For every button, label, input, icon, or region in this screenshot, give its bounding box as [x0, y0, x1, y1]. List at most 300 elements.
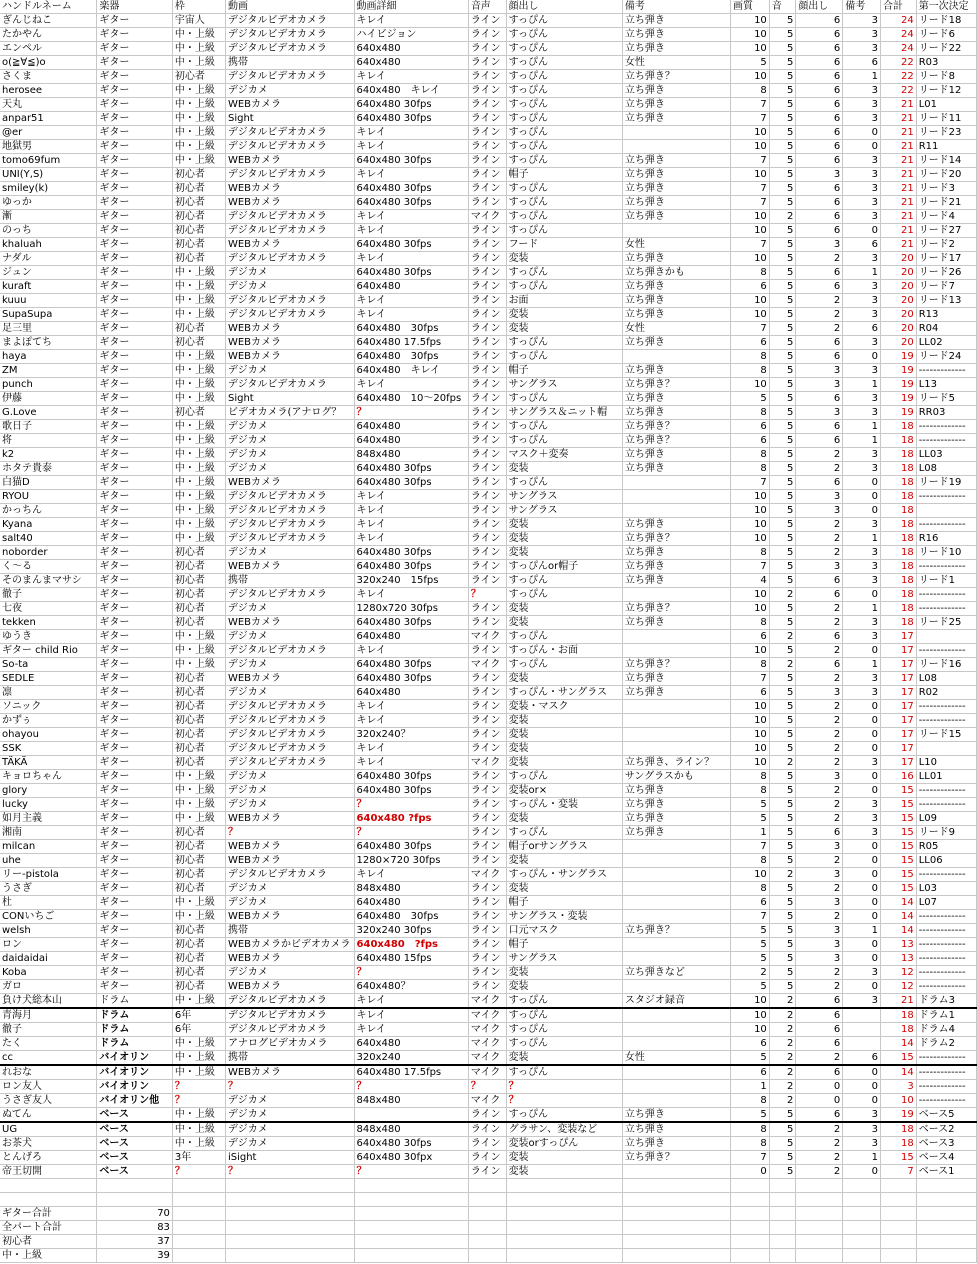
table-cell[interactable]: すっぴん [506, 266, 622, 280]
table-cell[interactable]: 6 [796, 630, 843, 644]
table-cell[interactable]: 初心者 [172, 938, 225, 952]
table-cell[interactable]: 5 [769, 700, 796, 714]
table-cell[interactable]: 21 [880, 224, 916, 238]
table-cell[interactable]: 立ち弾き？ [622, 1151, 730, 1165]
table-cell[interactable]: 3 [843, 994, 881, 1009]
table-cell[interactable]: 0 [843, 476, 881, 490]
table-cell[interactable]: 640x480 30fpx [354, 1151, 468, 1165]
table-cell[interactable]: 初心者 [172, 252, 225, 266]
table-cell[interactable]: ギター [97, 420, 173, 434]
table-cell[interactable]: リード5 [916, 392, 976, 406]
table-cell[interactable]: 携帯 [225, 574, 354, 588]
table-cell[interactable]: 3 [843, 14, 881, 28]
table-cell[interactable]: 立ち弾き [622, 182, 730, 196]
table-cell[interactable]: 中・上級 [172, 476, 225, 490]
table-cell[interactable]: すっぴん [506, 826, 622, 840]
table-cell[interactable]: サングラス・変装 [506, 910, 622, 924]
table-cell[interactable]: 帽子 [506, 896, 622, 910]
table-cell[interactable]: 3 [843, 196, 881, 210]
table-cell[interactable]: すっぴん [506, 280, 622, 294]
table-cell[interactable]: LL01 [916, 770, 976, 784]
table-cell[interactable]: ライン [468, 616, 506, 630]
summary-value[interactable]: 83 [97, 1221, 173, 1235]
table-cell[interactable]: @er [0, 126, 97, 140]
table-cell[interactable]: ギター [97, 294, 173, 308]
table-cell[interactable] [769, 1179, 796, 1193]
table-cell[interactable]: 640x480 [354, 686, 468, 700]
table-cell[interactable]: すっぴん [506, 588, 622, 602]
table-cell[interactable]: ギター [97, 924, 173, 938]
table-cell[interactable]: 5 [769, 1165, 796, 1179]
table-cell[interactable]: ロン友人 [0, 1080, 97, 1094]
table-cell[interactable]: 640x480 15fps [354, 952, 468, 966]
table-cell[interactable]: 5 [769, 672, 796, 686]
table-cell[interactable]: 10 [731, 42, 770, 56]
table-cell[interactable] [916, 1249, 976, 1263]
table-cell[interactable]: 中・上級 [172, 630, 225, 644]
table-cell[interactable]: デジカメ [225, 1108, 354, 1123]
table-cell[interactable]: 変装orすっぴん [506, 1137, 622, 1151]
table-cell[interactable]: 2 [796, 910, 843, 924]
table-cell[interactable]: すっぴん [506, 182, 622, 196]
table-cell[interactable]: デジタルビデオカメラ [225, 140, 354, 154]
table-cell[interactable]: 0 [843, 896, 881, 910]
table-cell[interactable]: マイク [468, 756, 506, 770]
table-cell[interactable] [916, 1235, 976, 1249]
table-cell[interactable]: 5 [769, 476, 796, 490]
table-cell[interactable]: 立ち弾き [622, 462, 730, 476]
table-cell[interactable]: デジタルビデオカメラ [225, 14, 354, 28]
table-cell[interactable] [225, 1193, 354, 1207]
table-cell[interactable]: キレイ [354, 168, 468, 182]
table-cell[interactable]: 3 [843, 826, 881, 840]
table-cell[interactable]: milcan [0, 840, 97, 854]
table-cell[interactable]: WEBカメラ [225, 98, 354, 112]
table-cell[interactable]: welsh [0, 924, 97, 938]
table-cell[interactable]: 8 [731, 658, 770, 672]
table-cell[interactable]: WEBカメラ [225, 672, 354, 686]
table-cell[interactable]: 0 [843, 1065, 881, 1080]
table-cell[interactable]: バイオリン他 [97, 1094, 173, 1108]
table-cell[interactable]: すっぴん [506, 1023, 622, 1037]
table-cell[interactable] [622, 476, 730, 490]
table-cell[interactable] [468, 1249, 506, 1263]
table-cell[interactable]: ギター [97, 28, 173, 42]
table-cell[interactable]: 5 [769, 28, 796, 42]
table-cell[interactable]: 5 [769, 980, 796, 994]
table-cell[interactable]: 10 [731, 210, 770, 224]
table-cell[interactable]: 21 [880, 168, 916, 182]
table-cell[interactable]: 立ち弾き [622, 812, 730, 826]
table-cell[interactable]: すっぴん [506, 56, 622, 70]
table-cell[interactable]: 640x480 [354, 42, 468, 56]
table-cell[interactable]: ドラム3 [916, 994, 976, 1009]
table-cell[interactable]: 5 [769, 70, 796, 84]
table-cell[interactable]: 6 [843, 322, 881, 336]
table-cell[interactable]: 17 [880, 700, 916, 714]
table-cell[interactable]: 19 [880, 1108, 916, 1123]
table-cell[interactable]: 3 [843, 336, 881, 350]
table-cell[interactable] [622, 644, 730, 658]
table-cell[interactable] [622, 1207, 730, 1221]
table-cell[interactable] [843, 1179, 881, 1193]
table-cell[interactable]: かっちん [0, 504, 97, 518]
table-cell[interactable]: WEBカメラ [225, 952, 354, 966]
table-cell[interactable] [880, 1249, 916, 1263]
table-cell[interactable]: すっぴん・サングラス [506, 686, 622, 700]
table-cell[interactable]: 2 [796, 308, 843, 322]
table-cell[interactable]: UG [0, 1122, 97, 1137]
table-cell[interactable]: ギター [97, 812, 173, 826]
table-cell[interactable]: 立ち弾き？ [622, 658, 730, 672]
table-cell[interactable] [622, 882, 730, 896]
table-cell[interactable]: キレイ [354, 994, 468, 1009]
table-cell[interactable]: 立ち弾き [622, 42, 730, 56]
table-cell[interactable]: 6 [796, 42, 843, 56]
table-cell[interactable]: ギター [97, 854, 173, 868]
table-cell[interactable]: ライン [468, 1151, 506, 1165]
table-cell[interactable]: 5 [769, 546, 796, 560]
table-cell[interactable]: 640x480 30fps [354, 1137, 468, 1151]
table-cell[interactable]: 初心者 [172, 756, 225, 770]
table-cell[interactable]: 2 [796, 854, 843, 868]
table-cell[interactable]: 5 [769, 532, 796, 546]
table-cell[interactable]: 640x480 30fps [354, 560, 468, 574]
table-cell[interactable]: ギター [97, 350, 173, 364]
table-cell[interactable]: 立ち弾き [622, 616, 730, 630]
table-cell[interactable]: デジタルビデオカメラ [225, 756, 354, 770]
table-cell[interactable]: 8 [731, 784, 770, 798]
table-cell[interactable]: 8 [731, 616, 770, 630]
table-cell[interactable] [843, 1023, 881, 1037]
table-cell[interactable]: 15 [880, 854, 916, 868]
table-cell[interactable]: 1 [843, 602, 881, 616]
table-cell[interactable]: 立ち弾き？ [622, 378, 730, 392]
table-cell[interactable]: 変装 [506, 546, 622, 560]
table-cell[interactable]: 3 [880, 1080, 916, 1094]
table-cell[interactable]: R04 [916, 322, 976, 336]
table-cell[interactable]: デジタルビデオカメラ [225, 532, 354, 546]
table-cell[interactable]: ギター [97, 840, 173, 854]
table-cell[interactable]: kuuu [0, 294, 97, 308]
table-cell[interactable]: 中・上級 [172, 1122, 225, 1137]
table-cell[interactable]: 立ち弾き [622, 28, 730, 42]
table-cell[interactable]: デジカメ [225, 966, 354, 980]
table-cell[interactable]: 3 [843, 42, 881, 56]
table-cell[interactable]: 10 [731, 168, 770, 182]
table-cell[interactable]: 2 [769, 1094, 796, 1108]
table-cell[interactable]: ギター [97, 84, 173, 98]
table-cell[interactable]: 5 [769, 224, 796, 238]
table-cell[interactable] [731, 1221, 770, 1235]
table-cell[interactable]: ドラム [97, 1023, 173, 1037]
table-cell[interactable]: 中・上級 [172, 98, 225, 112]
table-cell[interactable]: 18 [880, 1008, 916, 1023]
table-cell[interactable]: デジタルビデオカメラ [225, 868, 354, 882]
table-cell[interactable] [916, 1221, 976, 1235]
table-cell[interactable]: バイオリン [97, 1051, 173, 1066]
table-cell[interactable]: 640x480 30fps [354, 462, 468, 476]
table-cell[interactable]: 女性 [622, 1051, 730, 1066]
table-cell[interactable]: リード6 [916, 28, 976, 42]
table-cell[interactable]: 帝王切開 [0, 1165, 97, 1179]
table-cell[interactable]: ギター [97, 308, 173, 322]
table-cell[interactable]: リード11 [916, 112, 976, 126]
table-cell[interactable]: ライン [468, 504, 506, 518]
table-cell[interactable]: ライン [468, 378, 506, 392]
table-cell[interactable]: デジカメ [225, 1137, 354, 1151]
table-cell[interactable]: ------------- [916, 980, 976, 994]
table-cell[interactable]: 中・上級 [172, 280, 225, 294]
table-cell[interactable]: ------------- [916, 924, 976, 938]
table-cell[interactable]: 8 [731, 770, 770, 784]
table-cell[interactable]: 2 [769, 630, 796, 644]
table-cell[interactable]: すっぴん [506, 1037, 622, 1051]
table-cell[interactable]: 立ち弾き [622, 252, 730, 266]
table-cell[interactable]: ？ [354, 966, 468, 980]
table-cell[interactable]: 初心者 [172, 686, 225, 700]
table-cell[interactable]: lucky [0, 798, 97, 812]
table-cell[interactable]: すっぴん [506, 994, 622, 1009]
table-cell[interactable]: 変装 [506, 1151, 622, 1165]
table-cell[interactable]: 4 [731, 574, 770, 588]
table-cell[interactable]: 2 [769, 994, 796, 1009]
table-cell[interactable]: キレイ [354, 224, 468, 238]
table-cell[interactable]: エンペル [0, 42, 97, 56]
table-cell[interactable]: 中・上級 [172, 294, 225, 308]
table-cell[interactable]: 5 [769, 966, 796, 980]
table-cell[interactable]: ライン [468, 924, 506, 938]
table-cell[interactable]: デジタルビデオカメラ [225, 168, 354, 182]
table-cell[interactable]: 5 [769, 42, 796, 56]
table-cell[interactable]: 18 [880, 532, 916, 546]
table-cell[interactable]: ライン [468, 784, 506, 798]
table-cell[interactable]: 6 [796, 224, 843, 238]
table-cell[interactable]: ライン [468, 980, 506, 994]
table-cell[interactable] [769, 1207, 796, 1221]
table-cell[interactable]: ギター [97, 504, 173, 518]
table-cell[interactable] [172, 1221, 225, 1235]
table-cell[interactable]: 15 [880, 840, 916, 854]
table-cell[interactable]: 8 [731, 448, 770, 462]
table-cell[interactable]: ギター [97, 952, 173, 966]
table-cell[interactable]: 5 [769, 84, 796, 98]
table-cell[interactable] [843, 1193, 881, 1207]
table-cell[interactable]: キレイ [354, 518, 468, 532]
table-cell[interactable]: 5 [731, 798, 770, 812]
header-cell[interactable]: 動画詳細 [354, 0, 468, 14]
header-cell[interactable]: 音 [769, 0, 796, 14]
table-cell[interactable]: ギター [97, 42, 173, 56]
table-cell[interactable]: ギター [97, 364, 173, 378]
table-cell[interactable]: 湘南 [0, 826, 97, 840]
table-cell[interactable]: 如月主義 [0, 812, 97, 826]
table-cell[interactable] [622, 728, 730, 742]
table-cell[interactable]: 0 [843, 728, 881, 742]
table-cell[interactable]: すっぴん [506, 210, 622, 224]
table-cell[interactable]: 立ち弾き [622, 406, 730, 420]
table-cell[interactable]: ベース [97, 1108, 173, 1123]
table-cell[interactable]: 初心者 [172, 336, 225, 350]
table-cell[interactable] [622, 504, 730, 518]
table-cell[interactable]: ギター [97, 252, 173, 266]
table-cell[interactable]: 3 [843, 308, 881, 322]
table-cell[interactable]: ライン [468, 560, 506, 574]
table-cell[interactable]: 変装 [506, 854, 622, 868]
table-cell[interactable]: デジタルビデオカメラ [225, 210, 354, 224]
table-cell[interactable]: 5 [769, 924, 796, 938]
table-cell[interactable]: 立ち弾き [622, 308, 730, 322]
table-cell[interactable]: 変装 [506, 672, 622, 686]
table-cell[interactable]: すっぴん [506, 658, 622, 672]
table-cell[interactable]: 初心者 [172, 700, 225, 714]
table-cell[interactable]: 中・上級 [172, 784, 225, 798]
table-cell[interactable]: ライン [468, 1165, 506, 1179]
table-cell[interactable]: 5 [769, 448, 796, 462]
table-cell[interactable]: 21 [880, 210, 916, 224]
table-cell[interactable]: 18 [880, 462, 916, 476]
table-cell[interactable]: 変装 [506, 518, 622, 532]
table-cell[interactable]: キレイ [354, 700, 468, 714]
table-cell[interactable]: 2 [796, 798, 843, 812]
table-cell[interactable]: リード20 [916, 168, 976, 182]
table-cell[interactable] [843, 1207, 881, 1221]
table-cell[interactable]: 初心者 [172, 742, 225, 756]
summary-label[interactable]: 中・上級 [0, 1249, 97, 1263]
table-cell[interactable]: 5 [769, 196, 796, 210]
table-cell[interactable]: 10 [731, 294, 770, 308]
table-cell[interactable] [622, 1179, 730, 1193]
table-cell[interactable]: 21 [880, 154, 916, 168]
table-cell[interactable]: 女性 [622, 322, 730, 336]
table-cell[interactable]: 2 [796, 448, 843, 462]
table-cell[interactable]: 6 [796, 994, 843, 1009]
table-cell[interactable]: 20 [880, 336, 916, 350]
table-cell[interactable]: 15 [880, 1051, 916, 1066]
table-cell[interactable]: デジカメ [225, 882, 354, 896]
table-cell[interactable]: マイク [468, 994, 506, 1009]
table-cell[interactable]: 13 [880, 938, 916, 952]
table-cell[interactable]: ギター [97, 448, 173, 462]
table-cell[interactable]: 6 [843, 1051, 881, 1066]
table-cell[interactable]: ガロ [0, 980, 97, 994]
table-cell[interactable]: 青海月 [0, 1008, 97, 1023]
table-cell[interactable]: 6 [796, 476, 843, 490]
table-cell[interactable]: ライン [468, 140, 506, 154]
table-cell[interactable]: すっぴん・お面 [506, 644, 622, 658]
table-cell[interactable]: 0 [843, 1165, 881, 1179]
table-cell[interactable]: 2 [769, 1080, 796, 1094]
table-cell[interactable]: マイク [468, 1023, 506, 1037]
table-cell[interactable]: リード12 [916, 84, 976, 98]
table-cell[interactable]: Kyana [0, 518, 97, 532]
table-cell[interactable]: 21 [880, 140, 916, 154]
table-cell[interactable]: 3 [843, 154, 881, 168]
table-cell[interactable]: ギター [97, 784, 173, 798]
table-cell[interactable]: ライン [468, 476, 506, 490]
table-cell[interactable] [354, 1249, 468, 1263]
table-cell[interactable]: 6 [796, 182, 843, 196]
table-cell[interactable]: iSight [225, 1151, 354, 1165]
table-cell[interactable]: 6 [796, 420, 843, 434]
table-cell[interactable]: デジタルビデオカメラ [225, 308, 354, 322]
table-cell[interactable]: R05 [916, 840, 976, 854]
table-cell[interactable]: ライン [468, 294, 506, 308]
table-cell[interactable]: 640x480 [354, 434, 468, 448]
table-cell[interactable]: サングラス＆ニット帽 [506, 406, 622, 420]
table-cell[interactable]: 8 [731, 350, 770, 364]
table-cell[interactable]: ライン [468, 798, 506, 812]
table-cell[interactable]: キレイ [354, 504, 468, 518]
table-cell[interactable]: 0 [843, 770, 881, 784]
table-cell[interactable]: ライン [468, 280, 506, 294]
table-cell[interactable]: ライン [468, 910, 506, 924]
table-cell[interactable]: のっち [0, 224, 97, 238]
table-cell[interactable]: すっぴん [506, 574, 622, 588]
table-cell[interactable]: ライン [468, 70, 506, 84]
table-cell[interactable]: 18 [880, 504, 916, 518]
table-cell[interactable]: デジタルビデオカメラ [225, 378, 354, 392]
table-cell[interactable]: 14 [880, 1037, 916, 1051]
table-cell[interactable]: 変装 [506, 742, 622, 756]
table-cell[interactable]: 立ち弾き [622, 168, 730, 182]
table-cell[interactable]: デジカメ [225, 784, 354, 798]
table-cell[interactable]: デジタルビデオカメラ [225, 644, 354, 658]
table-cell[interactable]: 640x480 30fps [354, 476, 468, 490]
table-cell[interactable]: 640x480 30fps [354, 350, 468, 364]
table-cell[interactable]: デジタルビデオカメラ [225, 588, 354, 602]
table-cell[interactable] [506, 1221, 622, 1235]
table-cell[interactable]: 3 [843, 448, 881, 462]
table-cell[interactable]: 杜 [0, 896, 97, 910]
table-cell[interactable]: ？ [354, 798, 468, 812]
table-cell[interactable]: 白猫D [0, 476, 97, 490]
table-cell[interactable]: ライン [468, 266, 506, 280]
table-cell[interactable]: 初心者 [172, 210, 225, 224]
table-cell[interactable]: ライン [468, 392, 506, 406]
table-cell[interactable]: ライン [468, 952, 506, 966]
table-cell[interactable]: 7 [731, 672, 770, 686]
table-cell[interactable] [916, 1179, 976, 1193]
table-cell[interactable]: ギター [97, 196, 173, 210]
table-cell[interactable]: ライン [468, 742, 506, 756]
table-cell[interactable]: 立ち弾き [622, 1137, 730, 1151]
table-cell[interactable]: 17 [880, 644, 916, 658]
table-cell[interactable]: 立ち弾き [622, 518, 730, 532]
table-cell[interactable]: 中・上級 [172, 490, 225, 504]
table-cell[interactable]: 6 [796, 392, 843, 406]
table-cell[interactable]: ライン [468, 840, 506, 854]
table-cell[interactable]: 立ち弾きかも [622, 266, 730, 280]
table-cell[interactable]: 3 [796, 938, 843, 952]
table-cell[interactable]: 21 [880, 238, 916, 252]
table-cell[interactable]: 20 [880, 294, 916, 308]
table-cell[interactable]: 18 [880, 1122, 916, 1137]
table-cell[interactable]: ギター [97, 588, 173, 602]
table-cell[interactable]: デジカメ [225, 546, 354, 560]
table-cell[interactable]: 8 [731, 84, 770, 98]
table-cell[interactable]: 6 [796, 98, 843, 112]
table-cell[interactable]: マイク [468, 1008, 506, 1023]
table-cell[interactable] [225, 1179, 354, 1193]
table-cell[interactable]: 8 [731, 1137, 770, 1151]
table-cell[interactable] [354, 1235, 468, 1249]
table-cell[interactable]: 5 [731, 952, 770, 966]
table-cell[interactable]: 3 [843, 672, 881, 686]
table-cell[interactable]: tekken [0, 616, 97, 630]
table-cell[interactable]: リード19 [916, 476, 976, 490]
table-cell[interactable]: ------------- [916, 364, 976, 378]
